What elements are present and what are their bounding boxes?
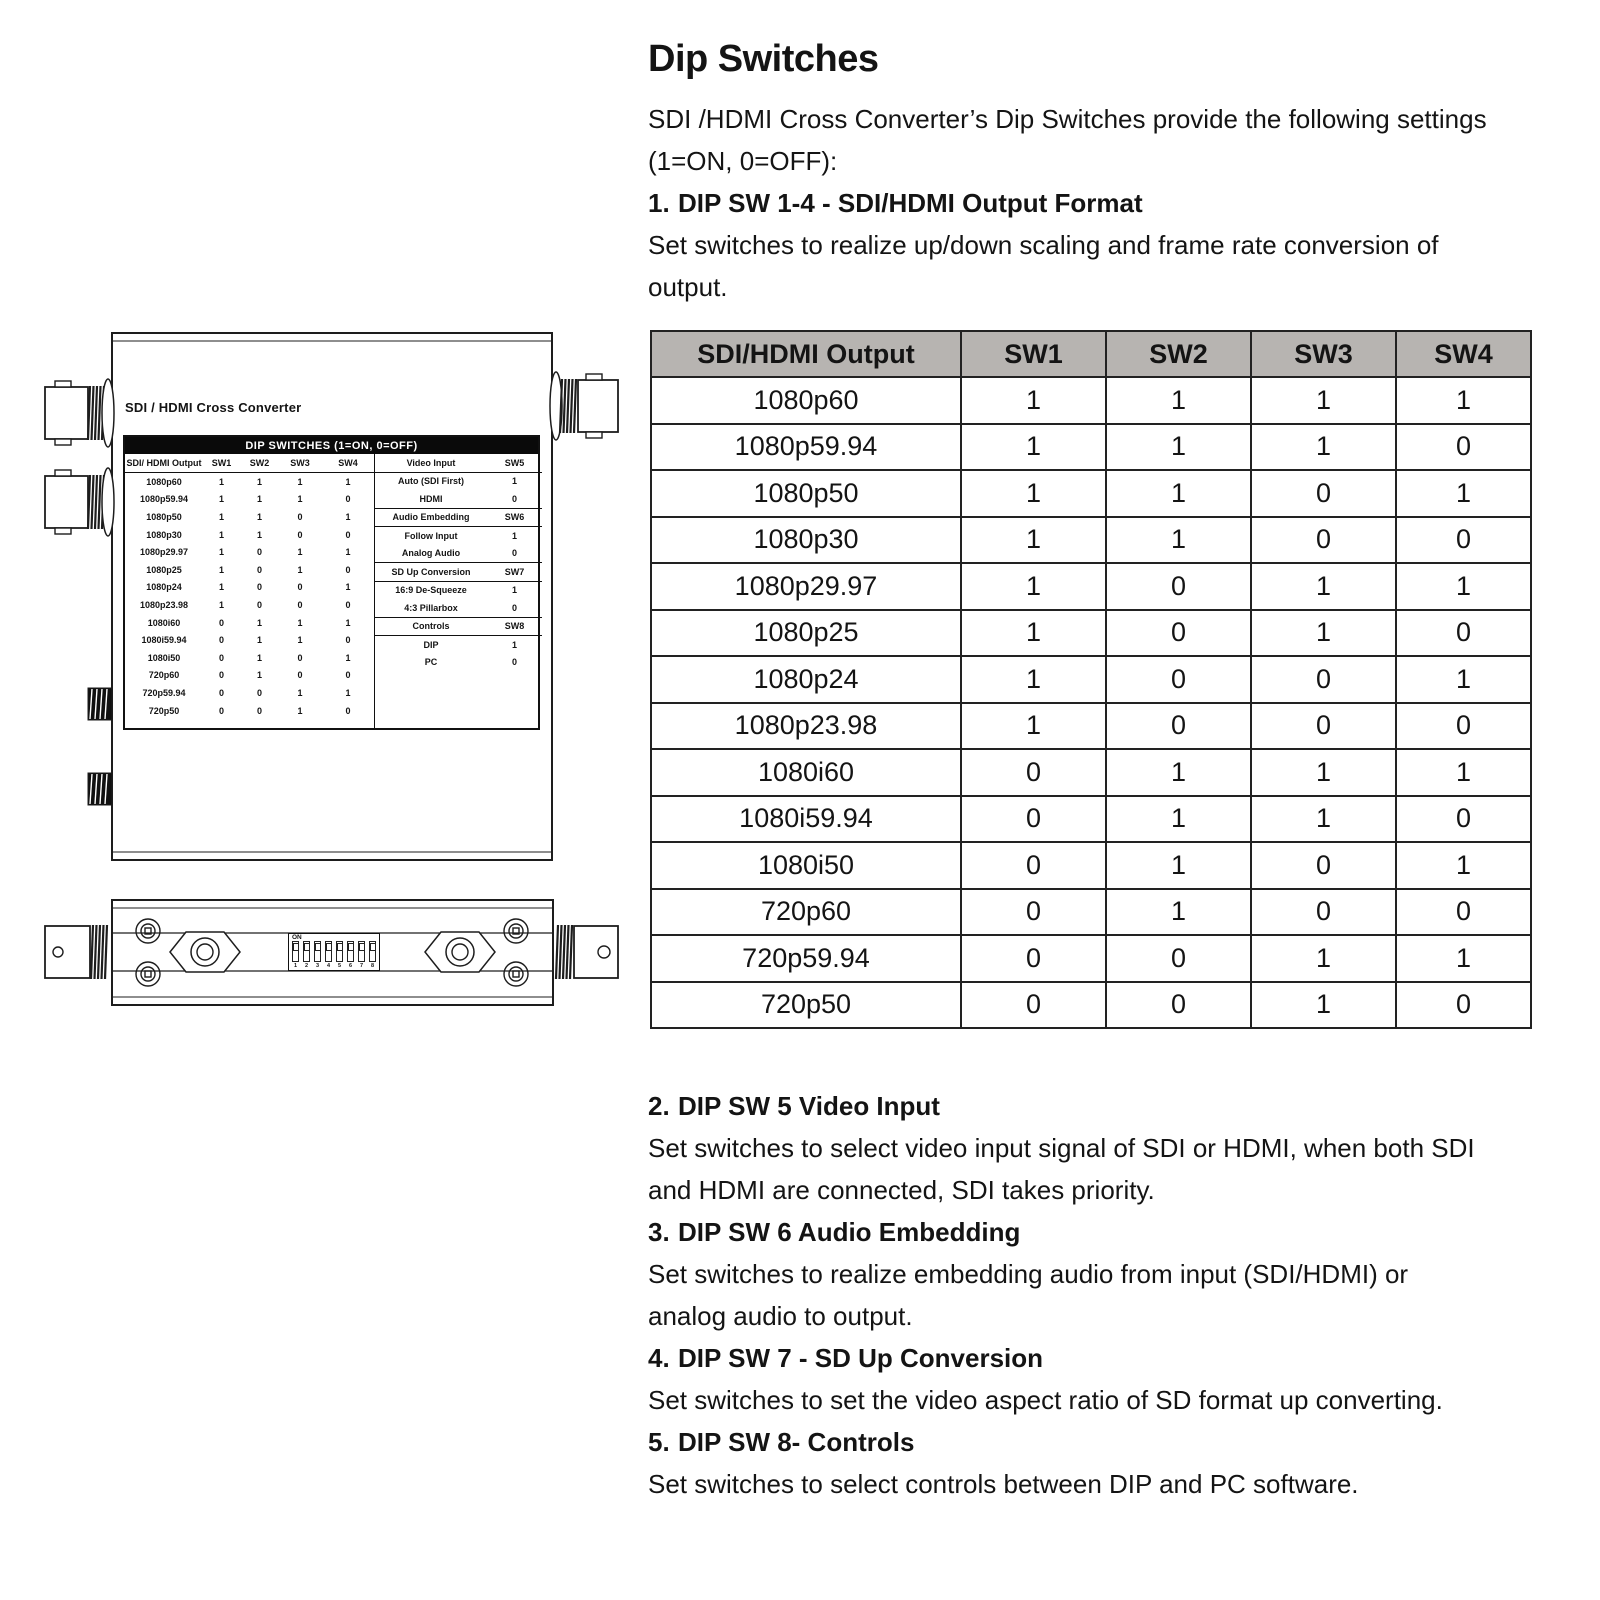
device-table-cell: 1 (256, 652, 262, 663)
col-header-sw1: SW1 (961, 331, 1106, 377)
table-row (651, 377, 1531, 424)
device-table-cell: 1080p29.97 (139, 547, 189, 558)
device-table-row (125, 491, 374, 509)
device-table-cell: 1080i60 (147, 617, 181, 628)
device-table-cell: 0 (297, 529, 303, 540)
setting-value: SW7 (504, 566, 525, 577)
format-cell: 1080i60 (651, 749, 961, 796)
section-number: 3. (648, 1217, 670, 1247)
switch-value-cell: 1 (1106, 424, 1251, 471)
dip-switch-nub (293, 943, 299, 951)
device-table-cell: 1 (218, 529, 224, 540)
dip-switch-number: 8 (370, 963, 375, 969)
format-cell: 1080p25 (651, 610, 961, 657)
switch-value-cell: 1 (1251, 563, 1396, 610)
section-heading-text: DIP SW 6 Audio Embedding (678, 1217, 1021, 1247)
col-header-sw4: SW4 (1396, 331, 1531, 377)
device-setting-row (375, 582, 542, 600)
device-table-cell: 1080p60 (146, 476, 182, 487)
bnc-connector-right (550, 372, 618, 440)
device-table-cell: 1 (345, 687, 351, 698)
col-header-sw3: SW3 (1251, 331, 1396, 377)
setting-name: Follow Input (404, 530, 458, 541)
dip-switch-number: 1 (293, 963, 298, 969)
device-setting-row (375, 509, 542, 528)
switch-value-cell: 1 (961, 610, 1106, 657)
format-cell: 1080p24 (651, 656, 961, 703)
switch-value-cell: 0 (1396, 982, 1531, 1029)
device-table-cell: 1080p24 (146, 582, 182, 593)
device-table-cell: 0 (218, 705, 224, 716)
device-table-cell: 1 (218, 511, 224, 522)
device-table-cell: 1 (256, 494, 262, 505)
dip-switch-number: 2 (304, 963, 309, 969)
setting-name: Controls (412, 621, 450, 632)
setting-name: Video Input (406, 457, 456, 468)
device-table-cell: 1080p59.94 (139, 494, 189, 505)
switch-value-cell: 1 (1396, 935, 1531, 982)
setting-value: SW8 (504, 621, 525, 632)
device-table-cell: 1 (297, 476, 303, 487)
setting-name: 16:9 De-Squeeze (395, 585, 467, 596)
device-table-cell: 1 (297, 687, 303, 698)
device-table-cell: 0 (345, 705, 351, 716)
section-heading-text: DIP SW 5 Video Input (678, 1091, 940, 1121)
switch-value-cell: 1 (1396, 749, 1531, 796)
device-name-label: SDI / HDMI Cross Converter (125, 400, 302, 415)
section-number: 4. (648, 1343, 670, 1373)
table-row (651, 517, 1531, 564)
switch-value-cell: 0 (1106, 703, 1251, 750)
section-heading-text: DIP SW 7 - SD Up Conversion (678, 1343, 1044, 1373)
device-table-row (125, 526, 374, 544)
device-table-cell: 0 (345, 564, 351, 575)
dip-switch-number: 6 (348, 963, 353, 969)
diamond-boss-right (425, 932, 495, 972)
device-table-cell: 1 (345, 476, 351, 487)
device-table-cell: 1 (218, 582, 224, 593)
setting-name: HDMI (419, 493, 443, 504)
switch-value-cell: 1 (961, 563, 1106, 610)
setting-value: 0 (511, 493, 517, 504)
section-body-line: Set switches to select controls between DIP and PC software. (648, 1469, 1359, 1499)
format-cell: 720p60 (651, 889, 961, 936)
device-legend-title: DIP SWITCHES (1=ON, 0=OFF) (125, 437, 538, 454)
device-table-row (125, 596, 374, 614)
setting-value: 1 (511, 476, 517, 487)
device-table-cell: 1 (218, 494, 224, 505)
section-1-heading (648, 182, 1487, 224)
device-table-cell: 1 (345, 582, 351, 593)
device-table-cell: 720p60 (148, 670, 180, 681)
switch-value-cell: 1 (1106, 377, 1251, 424)
format-cell: 1080i59.94 (651, 796, 961, 843)
device-table-cell: 1080p23.98 (139, 599, 189, 610)
dip-switch-number: 3 (315, 963, 320, 969)
switch-value-cell: 0 (1396, 796, 1531, 843)
device-table-row (125, 543, 374, 561)
device-table-cell: 1 (256, 635, 262, 646)
section-5-heading (648, 1421, 1475, 1463)
device-setting-row (375, 618, 542, 637)
dip-switch-number: 5 (337, 963, 342, 969)
device-legend-table (123, 435, 540, 730)
device-table-cell: 0 (256, 705, 262, 716)
section-2-heading (648, 1085, 1475, 1127)
switch-value-cell: 1 (1251, 610, 1396, 657)
device-table-cell: 1 (218, 599, 224, 610)
switch-value-cell: 0 (1106, 656, 1251, 703)
device-table-cell: 720p59.94 (142, 687, 186, 698)
device-output-header (125, 454, 374, 473)
section-heading-text: DIP SW 8- Controls (678, 1427, 915, 1457)
switch-value-cell: 0 (1396, 610, 1531, 657)
switch-value-cell: 0 (1106, 935, 1251, 982)
device-table-row (125, 649, 374, 667)
switch-value-cell: 0 (1106, 982, 1251, 1029)
switch-value-cell: 0 (1251, 889, 1396, 936)
intro-paragraph (648, 98, 1487, 308)
switch-value-cell: 1 (961, 656, 1106, 703)
device-table-cell: 0 (345, 670, 351, 681)
device-setting-row (375, 473, 542, 491)
section-number: 2. (648, 1091, 670, 1121)
diamond-boss-left (170, 932, 240, 972)
dip-switch-row (292, 941, 376, 962)
switch-value-cell: 0 (961, 935, 1106, 982)
table-row (651, 470, 1531, 517)
switch-value-cell: 1 (961, 703, 1106, 750)
format-cell: 1080i50 (651, 842, 961, 889)
device-table-row (125, 702, 374, 720)
format-cell: 1080p29.97 (651, 563, 961, 610)
switch-value-cell: 1 (1396, 470, 1531, 517)
device-table-cell: 0 (256, 599, 262, 610)
device-table-cell: 1 (297, 617, 303, 628)
switch-value-cell: 0 (1396, 889, 1531, 936)
device-table-cell: 1080p50 (146, 511, 182, 522)
section-body-line: Set switches to select video input signal of SDI or HDMI, when both SDI (648, 1133, 1475, 1163)
device-setting-row (375, 527, 542, 545)
device-col-header: SW2 (249, 458, 270, 468)
section-1-body-line: output. (648, 272, 728, 302)
device-table-row (125, 614, 374, 632)
section-1-body-line: Set switches to realize up/down scaling and frame rate conversion of (648, 230, 1439, 260)
dip-switch-numbers (292, 963, 376, 969)
switch-value-cell: 0 (1251, 842, 1396, 889)
table-row (651, 703, 1531, 750)
dip-switch-number: 4 (326, 963, 331, 969)
dip-switch-nub (359, 943, 365, 951)
switch-value-cell: 1 (961, 517, 1106, 564)
device-table-row (125, 631, 374, 649)
setting-value: SW6 (504, 512, 525, 523)
format-cell: 1080p23.98 (651, 703, 961, 750)
device-table-cell: 1 (256, 511, 262, 522)
format-cell: 1080p50 (651, 470, 961, 517)
device-setting-row (375, 636, 542, 654)
setting-name: PC (424, 657, 438, 668)
device-table-cell: 0 (256, 547, 262, 558)
intro-line: SDI /HDMI Cross Converter’s Dip Switches provide the following settings (648, 104, 1487, 134)
device-table-cell: 1 (345, 547, 351, 558)
switch-value-cell: 1 (1396, 377, 1531, 424)
col-header-output: SDI/HDMI Output (651, 331, 961, 377)
switch-value-cell: 0 (1251, 517, 1396, 564)
page-title: Dip Switches (648, 38, 879, 80)
setting-name: 4:3 Pillarbox (404, 602, 458, 613)
section-3-heading (648, 1211, 1475, 1253)
switch-value-cell: 1 (1106, 470, 1251, 517)
table-row (651, 749, 1531, 796)
device-table-row (125, 508, 374, 526)
device-table-cell: 0 (345, 635, 351, 646)
device-table-cell: 1 (297, 564, 303, 575)
dip-switch-nub (304, 943, 310, 951)
device-table-cell: 0 (345, 494, 351, 505)
switch-value-cell: 1 (1106, 517, 1251, 564)
device-table-cell: 1080p25 (146, 564, 182, 575)
dip-switch-nub (326, 943, 332, 951)
device-setting-row (375, 490, 542, 509)
dip-switch (336, 941, 343, 962)
switch-value-cell: 1 (961, 424, 1106, 471)
setting-value: 1 (511, 585, 517, 596)
setting-name: Analog Audio (401, 548, 461, 559)
dip-switch (347, 941, 354, 962)
table-row (651, 982, 1531, 1029)
dip-switch-nub (315, 943, 321, 951)
switch-value-cell: 1 (961, 470, 1106, 517)
table-row (651, 563, 1531, 610)
device-col-header: SW4 (338, 458, 358, 468)
table-row (651, 610, 1531, 657)
device-table-cell: 0 (218, 635, 224, 646)
device-col-header: SW1 (211, 458, 232, 468)
switch-value-cell: 1 (1251, 935, 1396, 982)
device-table-row (125, 473, 374, 491)
output-format-table-body (651, 377, 1531, 1028)
device-table-cell: 0 (297, 582, 303, 593)
col-header-sw2: SW2 (1106, 331, 1251, 377)
device-table-cell: 0 (256, 564, 262, 575)
device-settings-table (375, 454, 542, 730)
table-row (651, 842, 1531, 889)
table-row (651, 424, 1531, 471)
dip-switch-nub (370, 943, 376, 951)
switch-value-cell: 1 (1251, 982, 1396, 1029)
device-setting-row (375, 454, 542, 473)
format-cell: 1080p59.94 (651, 424, 961, 471)
switch-value-cell: 1 (961, 377, 1106, 424)
switch-value-cell: 0 (961, 796, 1106, 843)
switch-value-cell: 1 (1106, 796, 1251, 843)
device-table-row (125, 684, 374, 702)
device-table-row (125, 561, 374, 579)
format-cell: 1080p60 (651, 377, 961, 424)
format-cell: 1080p30 (651, 517, 961, 564)
section-body-line: analog audio to output. (648, 1301, 913, 1331)
device-table-cell: 0 (297, 511, 303, 522)
device-table-cell: 0 (256, 582, 262, 593)
section-number: 5. (648, 1427, 670, 1457)
format-cell: 720p50 (651, 982, 961, 1029)
device-table-cell: 1 (218, 547, 224, 558)
device-table-cell: 1 (256, 670, 262, 681)
device-setting-row (375, 654, 542, 672)
dip-switch-number: 7 (359, 963, 364, 969)
switch-value-cell: 0 (961, 889, 1106, 936)
switch-value-cell: 0 (961, 749, 1106, 796)
bnc-connector-left-1 (45, 379, 114, 447)
dip-on-label: ON (292, 934, 302, 941)
intro-line: (1=ON, 0=OFF): (648, 146, 838, 176)
section-number: 1. (648, 188, 670, 218)
switch-value-cell: 1 (1396, 563, 1531, 610)
device-table-cell: 1 (256, 529, 262, 540)
switch-value-cell: 1 (1251, 796, 1396, 843)
setting-value: SW5 (504, 457, 525, 468)
section-body-line: Set switches to set the video aspect ratio of SD format up converting. (648, 1385, 1443, 1415)
switch-value-cell: 0 (1106, 610, 1251, 657)
sections-lower (648, 1085, 1475, 1505)
switch-value-cell: 1 (1251, 424, 1396, 471)
switch-value-cell: 0 (1251, 470, 1396, 517)
switch-value-cell: 0 (1396, 517, 1531, 564)
dip-switch (303, 941, 310, 962)
device-table-cell: 1 (256, 617, 262, 628)
table-row (651, 796, 1531, 843)
setting-value: 0 (511, 602, 517, 613)
output-format-table (650, 330, 1532, 1029)
device-setting-row (375, 563, 542, 582)
device-setting-row (375, 545, 542, 564)
bnc-side-left (45, 925, 107, 979)
switch-value-cell: 0 (1396, 703, 1531, 750)
section-body-line: Set switches to realize embedding audio from input (SDI/HDMI) or (648, 1259, 1409, 1289)
audio-stud-1 (88, 688, 112, 720)
device-table-cell: 1 (297, 635, 303, 646)
switch-value-cell: 1 (1396, 842, 1531, 889)
dip-switch (292, 941, 299, 962)
device-table-cell: 1 (297, 494, 303, 505)
dip-switch (358, 941, 365, 962)
device-table-cell: 0 (256, 687, 262, 698)
bnc-side-right (556, 925, 618, 979)
device-table-cell: 0 (297, 599, 303, 610)
dip-switch (314, 941, 321, 962)
device-table-cell: 1 (297, 705, 303, 716)
device-setting-row (375, 599, 542, 618)
table-row (651, 889, 1531, 936)
device-table-cell: 1080i59.94 (141, 635, 187, 646)
device-table-cell: 0 (218, 617, 224, 628)
section-body-line: and HDMI are connected, SDI takes priority. (648, 1175, 1155, 1205)
device-table-row (125, 579, 374, 597)
switch-value-cell: 0 (1251, 656, 1396, 703)
device-table-cell: 0 (345, 529, 351, 540)
device-col-header: SDI/ HDMI Output (126, 458, 202, 468)
switch-value-cell: 1 (1251, 377, 1396, 424)
audio-stud-2 (88, 773, 112, 805)
setting-value: 1 (511, 639, 517, 650)
setting-name: DIP (423, 639, 439, 650)
device-table-cell: 720p50 (148, 705, 180, 716)
device-table-cell: 1080i50 (147, 652, 181, 663)
device-table-cell: 0 (297, 670, 303, 681)
switch-value-cell: 0 (1251, 703, 1396, 750)
switch-value-cell: 0 (1396, 424, 1531, 471)
device-col-header: SW3 (290, 458, 310, 468)
device-table-cell: 0 (218, 670, 224, 681)
switch-value-cell: 1 (1106, 749, 1251, 796)
device-table-cell: 1 (345, 511, 351, 522)
section-heading-text: DIP SW 1-4 - SDI/HDMI Output Format (678, 188, 1143, 218)
device-table-row (125, 667, 374, 685)
dip-switch-nub (337, 943, 343, 951)
device-table-cell: 1 (345, 617, 351, 628)
device-output-table (125, 454, 375, 730)
device-table-cell: 1 (218, 476, 224, 487)
switch-value-cell: 1 (1251, 749, 1396, 796)
table-row (651, 656, 1531, 703)
dip-switch-nub (348, 943, 354, 951)
setting-name: Auto (SDI First) (398, 476, 464, 487)
device-table-cell: 1 (297, 547, 303, 558)
device-table-cell: 1080p30 (146, 529, 182, 540)
bnc-connector-left-2 (45, 468, 114, 536)
setting-name: SD Up Conversion (391, 566, 471, 577)
device-table-cell: 0 (297, 652, 303, 663)
format-cell: 720p59.94 (651, 935, 961, 982)
setting-name: Audio Embedding (392, 512, 470, 523)
switch-value-cell: 0 (961, 842, 1106, 889)
dip-switch-block (288, 933, 380, 971)
device-table-cell: 0 (218, 652, 224, 663)
dip-switch (325, 941, 332, 962)
device-table-cell: 1 (218, 564, 224, 575)
device-table-cell: 1 (345, 652, 351, 663)
device-table-cell: 0 (345, 599, 351, 610)
setting-value: 1 (511, 530, 517, 541)
switch-value-cell: 1 (1106, 889, 1251, 936)
device-table-cell: 0 (218, 687, 224, 698)
switch-value-cell: 1 (1396, 656, 1531, 703)
device-table-cell: 1 (256, 476, 262, 487)
setting-value: 0 (511, 548, 517, 559)
setting-value: 0 (511, 657, 517, 668)
table-row (651, 935, 1531, 982)
switch-value-cell: 1 (1106, 842, 1251, 889)
section-4-heading (648, 1337, 1475, 1379)
switch-value-cell: 0 (961, 982, 1106, 1029)
dip-switch (369, 941, 376, 962)
table-header-row (651, 331, 1531, 377)
switch-value-cell: 0 (1106, 563, 1251, 610)
